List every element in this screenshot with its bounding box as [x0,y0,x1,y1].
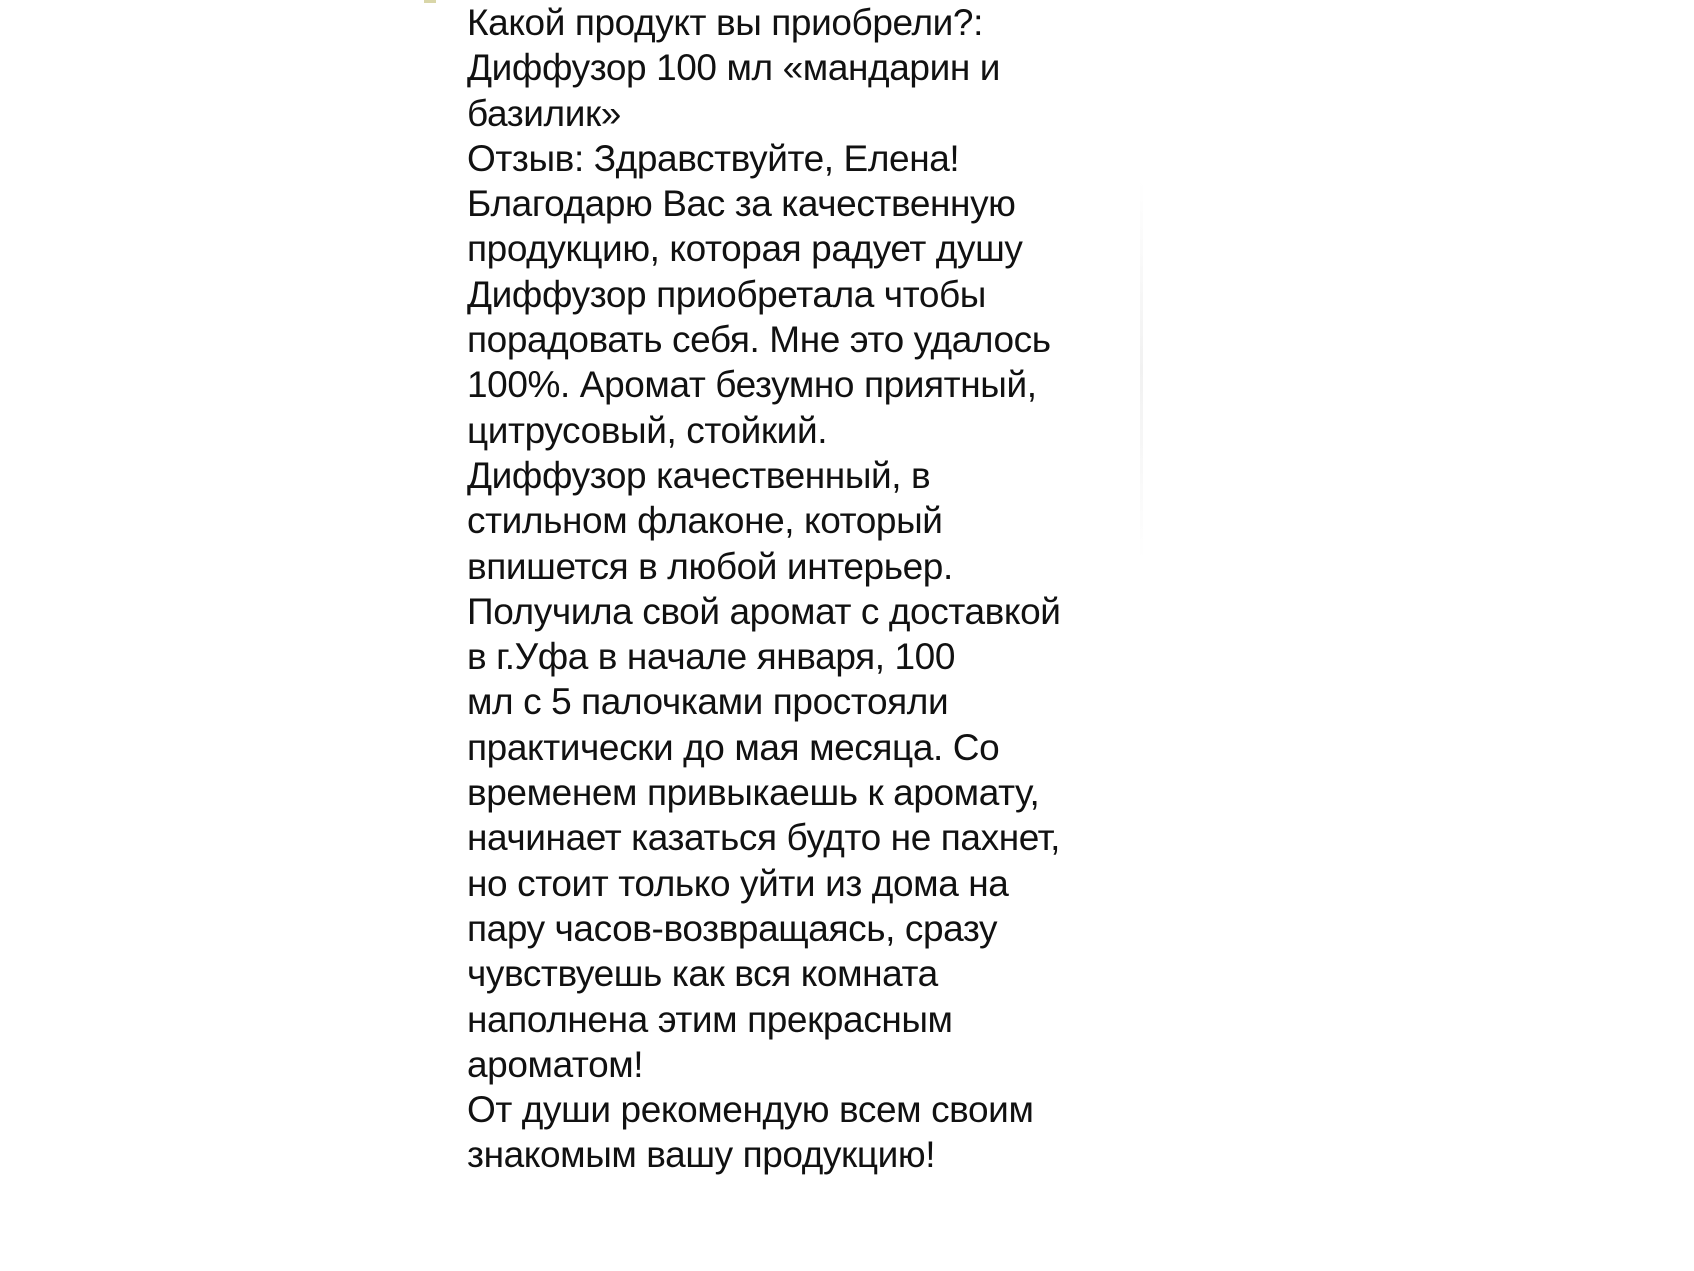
message-line: начинает казаться будто не пахнет, [467,817,1060,859]
message-line: временем привыкаешь к аромату, [467,772,1040,814]
message-line: чувствуешь как вся комната [467,953,938,995]
message-line: наполнена этим прекрасным [467,998,953,1040]
message-line: Отзыв: Здравствуйте, Елена! [467,137,960,179]
message-line: знакомым вашу продукцию! [467,1134,936,1176]
message-line: мл с 5 палочками простояли [467,681,949,723]
message-line: но стоит только уйти из дома на [467,862,1009,904]
message-line: порадовать себя. Мне это удалось [467,319,1051,361]
message-line: стильном флаконе, который [467,500,943,542]
message-line: ароматом! [467,1043,644,1085]
message-line: в г.Уфа в начале января, 100 [467,636,956,678]
message-line: Получила свой аромат с доставкой [467,590,1061,632]
message-line: Благодарю Вас за качественную [467,183,1016,225]
review-message-text [467,0,1167,1178]
message-line: цитрусовый, стойкий. [467,409,828,451]
message-line: Диффузор качественный, в [467,454,931,496]
message-line: Какой продукт вы приобрели?: [467,2,983,43]
message-line: базилик» [467,92,621,134]
message-line: От души рекомендую всем своим [467,1089,1034,1131]
message-line: пару часов-возвращаясь, сразу [467,907,998,949]
message-line: Диффузор приобретала чтобы [467,273,986,315]
top-edge-mark [424,0,436,3]
message-line: Диффузор 100 мл «мандарин и [467,47,1001,89]
message-line: продукцию, которая радует душу [467,228,1023,270]
message-line: 100%. Аромат безумно приятный, [467,364,1037,406]
message-line: практически до мая месяца. Со [467,726,1000,768]
message-line: впишется в любой интерьер. [467,545,953,587]
